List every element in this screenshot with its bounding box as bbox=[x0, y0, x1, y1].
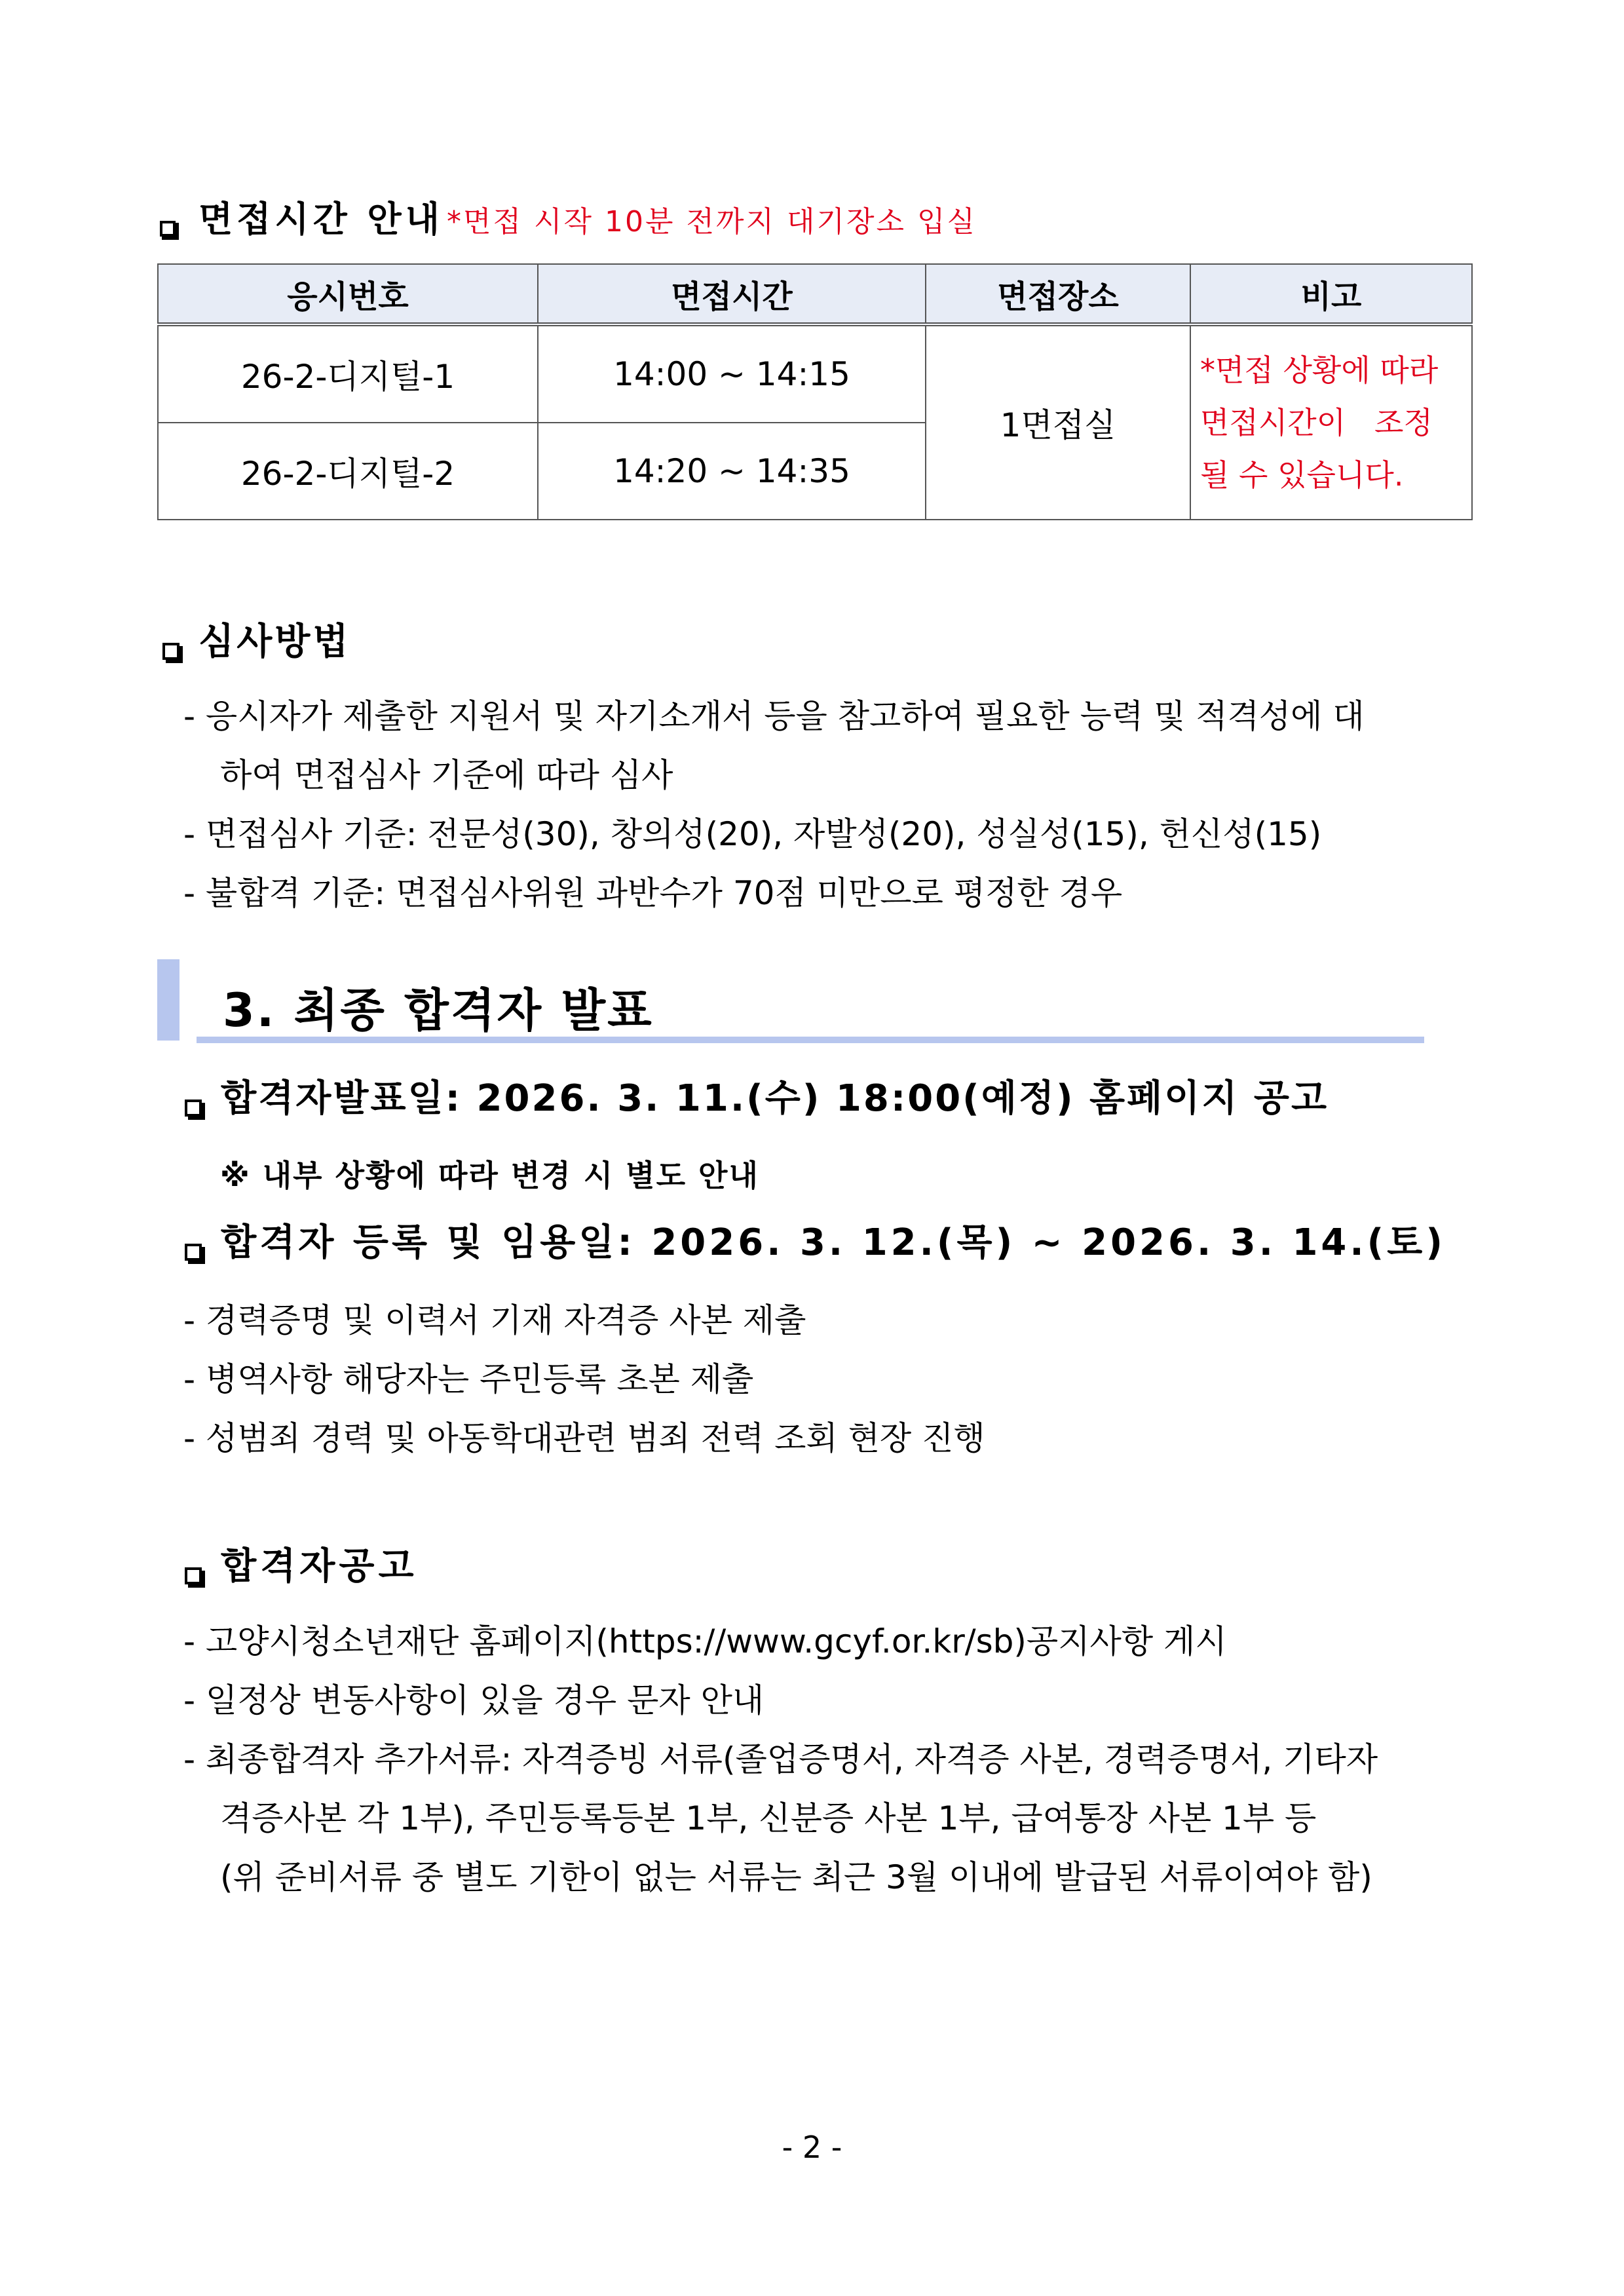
list-item: - 성범죄 경력 및 아동학대관련 범죄 전력 조회 현장 진행 bbox=[183, 1419, 985, 1457]
announce-date: 합격자발표일: 2026. 3. 11.(수) 18:00(예정) 홈페이지 공고 bbox=[221, 1077, 1329, 1120]
list-item: - 일정상 변동사항이 있을 경우 문자 안내 bbox=[183, 1681, 765, 1719]
remark-line: *면접 상황에 따라 bbox=[1200, 353, 1439, 388]
list-item: - 병역사항 해당자는 주민등록 초본 제출 bbox=[183, 1360, 754, 1398]
remark-line: 면접시간이 조정 bbox=[1200, 405, 1433, 440]
interview-schedule-table bbox=[157, 263, 1473, 520]
section-title: 합격자공고 bbox=[221, 1545, 418, 1588]
header-number: 응시번호 bbox=[158, 264, 538, 324]
remark-line: 될 수 있습니다. bbox=[1200, 457, 1404, 493]
announce-date-heading bbox=[185, 1069, 1329, 1122]
list-item: - 불합격 기준: 면접심사위원 과반수가 70점 미만으로 평정한 경우 bbox=[183, 874, 1123, 912]
interview-note: *면접 시작 10분 전까지 대기장소 입실 bbox=[446, 205, 977, 239]
list-item: - 응시자가 제출한 지원서 및 자기소개서 등을 참고하여 필요한 능력 및 적격성에 대 bbox=[183, 697, 1365, 735]
list-item-continuation: (위 준비서류 중 별도 기한이 없는 서류는 최근 3월 이내에 발급된 서류이여야 함) bbox=[220, 1858, 1372, 1896]
list-item: - 경력증명 및 이력서 기재 자격증 사본 제출 bbox=[183, 1301, 806, 1339]
list-item: - 고양시청소년재단 홈페이지(https://www.gcyf.or.kr/sb)공지사항 게시 bbox=[183, 1622, 1227, 1660]
header-remark: 비고 bbox=[1190, 264, 1472, 324]
registration-date: 합격자 등록 및 임용일: 2026. 3. 12.(목) ~ 2026. 3. 14.(토) bbox=[221, 1221, 1446, 1264]
list-item: - 최종합격자 추가서류: 자격증빙 서류(졸업증명서, 자격증 사본, 경력증명서, 기타자 bbox=[183, 1740, 1378, 1778]
public-notice-heading bbox=[185, 1537, 418, 1590]
section-title: 심사방법 bbox=[198, 621, 351, 663]
interview-time: 14:00 ~ 14:15 bbox=[538, 324, 926, 423]
remark-cell bbox=[1190, 324, 1472, 520]
section-title: 면접시간 안내 bbox=[198, 199, 444, 240]
header-place: 면접장소 bbox=[926, 264, 1190, 324]
table-row bbox=[158, 324, 1472, 423]
list-item: - 면접심사 기준: 전문성(30), 창의성(20), 자발성(20), 성실성(15), 헌신성(15) bbox=[183, 815, 1322, 853]
chapter-title: 3. 최종 합격자 발표 bbox=[223, 984, 654, 1037]
checkbox-square-icon bbox=[160, 221, 176, 237]
interview-place: 1면접실 bbox=[926, 324, 1190, 520]
checkbox-square-icon bbox=[185, 1567, 202, 1584]
registration-heading bbox=[185, 1214, 1446, 1266]
list-item-continuation: 하여 면접심사 기준에 따라 심사 bbox=[220, 756, 673, 794]
checkbox-square-icon bbox=[185, 1100, 202, 1117]
list-item-continuation: 격증사본 각 1부), 주민등록등본 1부, 신분증 사본 1부, 급여통장 사본 1부 등 bbox=[220, 1799, 1317, 1837]
interview-time: 14:20 ~ 14:35 bbox=[538, 423, 926, 520]
chapter-accent-bar bbox=[157, 959, 179, 1041]
header-time: 면접시간 bbox=[538, 264, 926, 324]
applicant-number: 26-2-디지털-2 bbox=[158, 423, 538, 520]
interview-time-heading bbox=[160, 191, 977, 242]
checkbox-square-icon bbox=[185, 1244, 202, 1261]
applicant-number: 26-2-디지털-1 bbox=[158, 324, 538, 423]
table-header-row bbox=[158, 264, 1472, 324]
checkbox-square-icon bbox=[162, 643, 179, 660]
announce-note: ※ 내부 상황에 따라 변경 시 별도 안내 bbox=[220, 1158, 759, 1193]
review-method-heading bbox=[162, 613, 350, 665]
page-number: - 2 - bbox=[782, 2130, 842, 2165]
